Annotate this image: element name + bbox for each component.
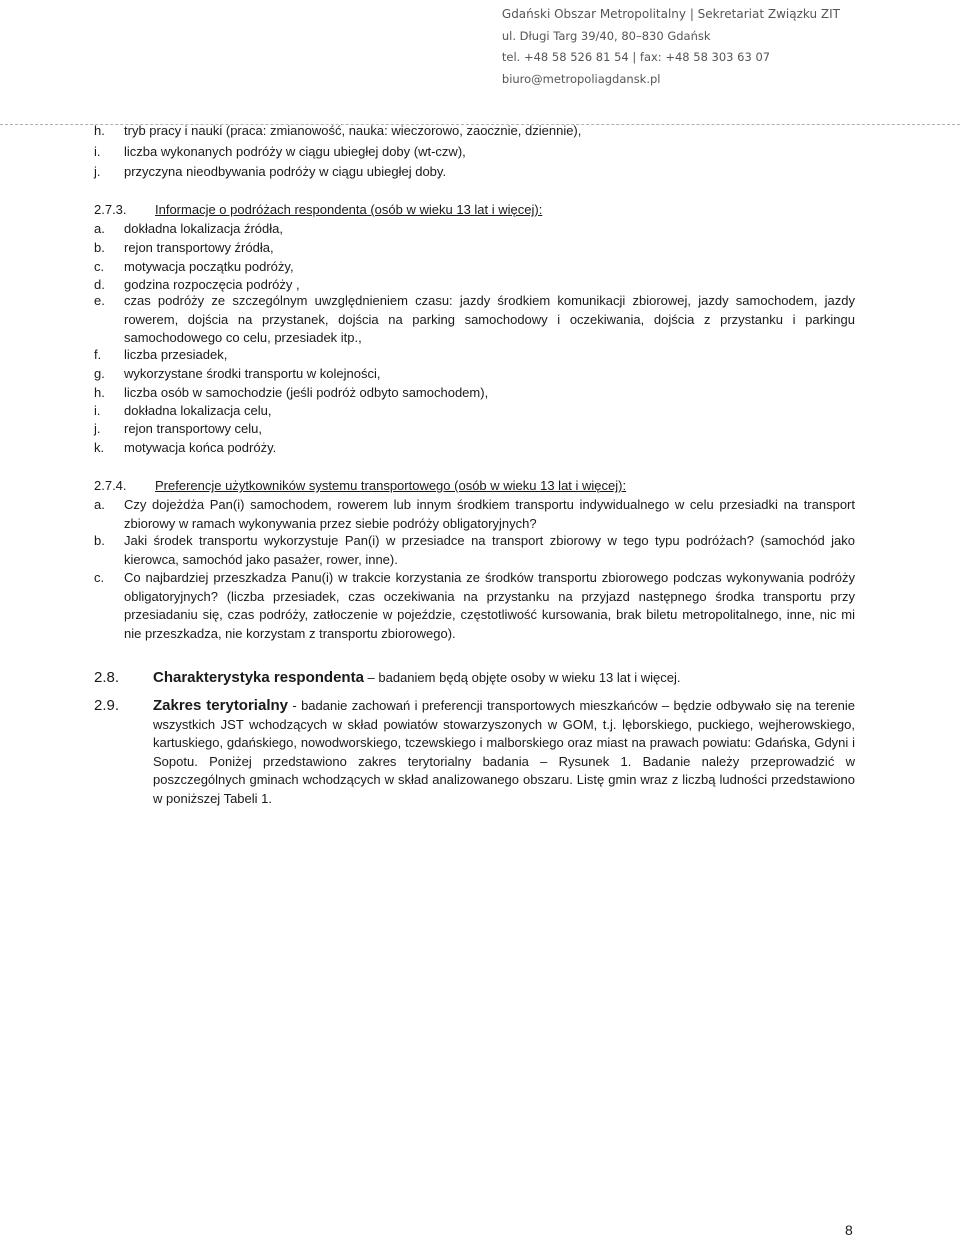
letterhead-phone: tel. +48 58 526 81 54 | fax: +48 58 303 63 07 [501, 50, 771, 64]
letterhead [502, 4, 840, 90]
section-text: - badanie zachowań i preferencji transportowych mieszkańców – będzie odbywało się na terenie wszystkich JST wchodzących w skład powiatów stowarzyszonych w GOM, t.j. lęborskiego, puckiego, wejherowskiego, kartuskiego, gdańskiego, nowodworskiego, tczewskiego i malborskiego oraz miast na prawach powiatu: Gdańska, Gdyni i Sopotu. Poniżej przedstawiono zakres terytorialny badania – Rysunek 1. Badanie należy przeprowadzić w poszczególnych gminach wchodzących w skład analizowanego obszaru. Listę gmin wraz z liczbą ludności przedstawiono w poniższej Tabeli 1. [153, 698, 856, 806]
section-heading: 2.7.4. Preferencje użytkowników systemu transportowego (osób w wieku 13 lat i więcej): [94, 478, 627, 493]
section-title: Zakres terytorialny [153, 697, 288, 714]
letterhead-org: Gdański Obszar Metropolitalny | Sekretariat Związku ZIT [501, 7, 840, 21]
section-text: – badaniem będą objęte osoby w wieku 13 lat i więcej. [363, 670, 681, 685]
page-number: 8 [845, 1222, 853, 1238]
letterhead-email[interactable]: biuro@metropoliagdansk.pl [501, 71, 661, 86]
letterhead-address: ul. Długi Targ 39/40, 80–830 Gdańsk [501, 28, 711, 43]
section-heading: 2.7.3. Informacje o podróżach respondenta (osób w wieku 13 lat i więcej): [94, 202, 543, 217]
section-title: Charakterystyka respondenta [153, 669, 364, 686]
